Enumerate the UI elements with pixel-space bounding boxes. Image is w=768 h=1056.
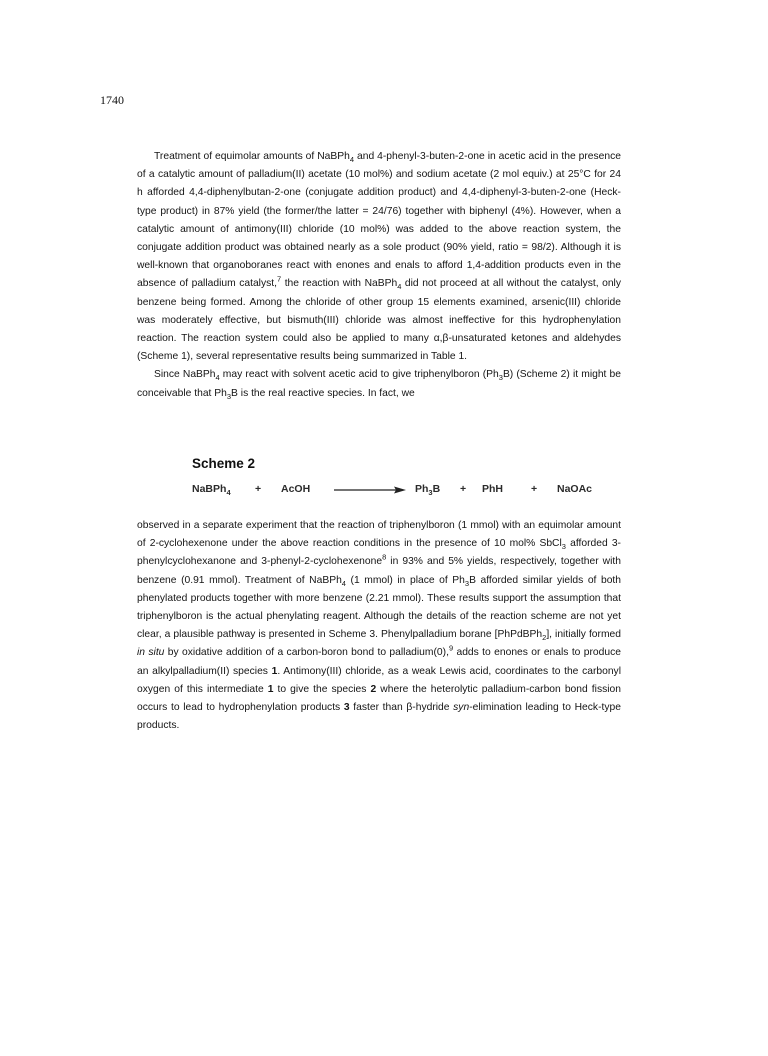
reaction-arrow-icon [334, 485, 406, 495]
scheme-equation [192, 483, 632, 499]
plus-sign: + [531, 483, 538, 495]
plus-sign: + [460, 483, 467, 495]
paragraph-experiment: observed in a separate experiment that the reaction of triphenylboron (1 mmol) with an equimolar amount of 2-cyclohexenone under the above reaction conditions in the presence of 10 mol% SbCl$_3$ afforded 3-phenylcyclohexanone and 3-phenyl-2-cyclohexenone$^8$ in 93% and 5% yields, respectively, together with benzene (0.91 mmol). Treatment of NaBPh$_4$ (1 mmol) in place of $Ph_3B$ afforded similar yields of both phenylated products together with more benzene (2.21 mmol). These results support the assumption that triphenylboron is the actual phenylating reagent. Although the details of the reaction scheme are not yet clear, a plausible pathway is presented in Scheme 3. Phenylpalladium borane [PhPdBPh$_2$], initially formed in situ by oxidative addition of a carbon-boron bond to palladium(0),$^9$ adds to enones or enals to produce an alkylpalladium(II) species 1. Antimony(III) chloride, as a weak Lewis acid, coordinates to the carbonyl oxygen of this intermediate 1 to give the species 2 where the heterolytic palladium-carbon bond fission occurs to lead to hydrophenylation products 3 faster than β-hydride syn-elimination leading to Heck-type products. [137, 520, 622, 732]
product-phh: PhH [482, 483, 503, 495]
body-text-lower [137, 517, 621, 735]
scheme-title: Scheme 2 [192, 456, 256, 471]
body-text-upper [137, 148, 621, 403]
paragraph-mechanism-intro: Since NaBPh$_4$ may react with solvent acetic acid to give triphenylboron $(Ph_3B)$ (Scheme 2) it might be conceivable that $Ph_3B$ is the real reactive species. In fact, we [137, 369, 621, 401]
plus-sign: + [255, 483, 262, 495]
product-ph3b: $Ph_3B$ [415, 483, 441, 498]
product-naoac: NaOAc [557, 483, 593, 495]
reactant-nabph4: NaBPh$_4$ [192, 483, 231, 498]
reactant-acoh: AcOH [281, 483, 311, 495]
paragraph-results: Treatment of equimolar amounts of NaBPh$_4$ and 4-phenyl-3-buten-2-one in acetic acid in the presence of a catalytic amount of palladium(II) acetate (10 mol%) and sodium acetate (2 mol equiv.) at 25°C for 24 h afforded 4,4-diphenylbutan-2-one (conjugate addition product) and 4,4-diphenyl-3-buten-2-one (Heck-type product) in 87% yield (the former/the latter = 24/76) together with biphenyl (4%). However, when a catalytic amount of antimony(III) chloride (10 mol%) was added to the above reaction system, the conjugate addition product was obtained nearly as a sole product (90% yield, ratio = 98/2). Although it is well-known that organoboranes react with enones and enals to afford 1,4-addition products even in the absence of palladium catalyst,$^7$ the reaction with NaBPh$_4$ did not proceed at all without the catalyst, only benzene being formed. Among the chloride of other group 15 elements examined, arsenic(III) chloride was moderately effective, but bismuth(III) chloride was almost ineffective for this hydrophenylation reaction. The reaction system could also be applied to many α,β-unsaturated ketones and aldehydes (Scheme 1), several representative results being summarized in Table 1. [137, 151, 621, 363]
page-number: 1740 [100, 93, 124, 107]
